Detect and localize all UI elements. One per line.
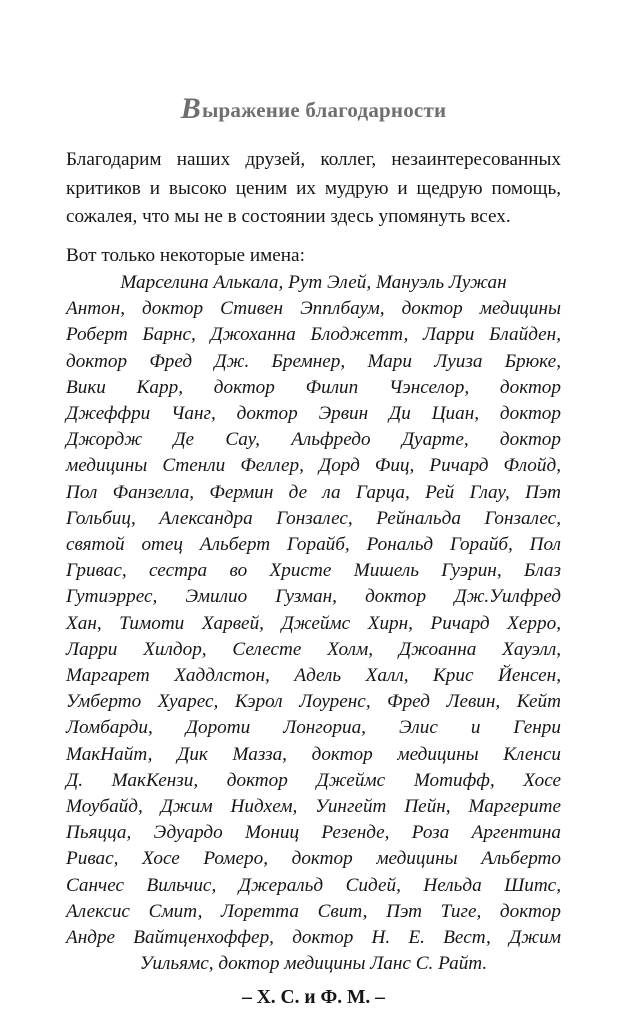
intro-line: Благодарим наших друзей, коллег, незаинтересованных bbox=[66, 149, 561, 170]
names-line: Гольбиц, Александра Гонзалес, Рейнальда Гонзалес, bbox=[66, 507, 561, 529]
names-line: Моубайд, Джим Нидхем, Уингейт Пейн, Маргерите bbox=[66, 796, 561, 818]
names-line: Гривас, сестра во Христе Мишель Гуэрин, Блаз bbox=[66, 560, 561, 582]
page-heading bbox=[66, 92, 561, 126]
signature: – Х. С. и Ф. М. – bbox=[242, 987, 385, 1009]
names-line: Джордж Де Сау, Альфредо Дуарте, доктор bbox=[66, 429, 561, 451]
intro-line: критиков и высоко ценим их мудрую и щедрую помощь, bbox=[66, 177, 561, 199]
names-line: Ривас, Хосе Ромеро, доктор медицины Альберто bbox=[66, 848, 561, 870]
names-line: МакНайт, Дик Мазза, доктор медицины Кленси bbox=[66, 743, 561, 765]
names-line: доктор Фред Дж. Бремнер, Мари Луиза Брюке, bbox=[66, 350, 561, 372]
names-line: Пол Фанзелла, Фермин де ла Гарца, Рей Глау, Пэт bbox=[66, 481, 561, 503]
names-line: медицины Стенли Феллер, Дорд Фиц, Ричард Флойд, bbox=[66, 455, 561, 477]
names-line: святой отец Альберт Горайб, Рональд Горайб, Пол bbox=[66, 534, 561, 556]
names-line: Алексис Смит, Лоретта Свит, Пэт Тиге, доктор bbox=[66, 900, 561, 922]
intro-line: сожалея, что мы не в состоянии здесь упомянуть всех. bbox=[66, 206, 511, 227]
names-line: Умберто Хуарес, Кэрол Лоуренс, Фред Левин, Кейт bbox=[66, 691, 561, 713]
names-line: Вики Карр, доктор Филип Чэнселор, доктор bbox=[66, 376, 561, 398]
names-line: Гутиэррес, Эмилио Гузман, доктор Дж.Уилфред bbox=[66, 586, 561, 608]
names-line: Санчес Вильчис, Джеральд Сидей, Нельда Шитс, bbox=[66, 874, 561, 896]
names-line: Джеффри Чанг, доктор Эрвин Ди Циан, доктор bbox=[66, 403, 561, 425]
names-list bbox=[66, 270, 561, 977]
names-line: Роберт Барнс, Джоханна Блоджетт, Ларри Блайден, bbox=[66, 324, 561, 346]
names-line: Ларри Хилдор, Селесте Холм, Джоанна Хауэлл, bbox=[66, 638, 561, 660]
heading-rest: ыражение благодарности bbox=[201, 98, 447, 122]
names-line: Маргарет Хаддлстон, Адель Халл, Крис Йенсен, bbox=[66, 665, 561, 687]
names-line: Ломбарди, Дороти Лонгориа, Элис и Генри bbox=[66, 717, 561, 739]
names-line: Андре Вайтценхоффер, доктор Н. Е. Вест, Джим bbox=[66, 927, 561, 949]
names-line: Антон, доктор Стивен Эпплбаум, доктор медицины bbox=[66, 298, 561, 320]
intro-paragraph bbox=[66, 146, 561, 232]
names-line: Марселина Алькала, Рут Элей, Мануэль Лужан bbox=[120, 272, 507, 293]
names-lead: Вот только некоторые имена: bbox=[66, 244, 305, 266]
names-line: Хан, Тимоти Харвей, Джеймс Хирн, Ричард Херро, bbox=[66, 612, 561, 634]
names-line: Пьяцца, Эдуардо Мониц Резенде, Роза Аргентина bbox=[66, 822, 561, 844]
names-line: Уильямс, доктор медицины Ланс С. Райт. bbox=[139, 953, 488, 975]
names-line: Д. МакКензи, доктор Джеймс Мотифф, Хосе bbox=[66, 769, 561, 791]
heading-initial: В bbox=[180, 92, 201, 125]
acknowledgements-page bbox=[66, 92, 561, 1009]
